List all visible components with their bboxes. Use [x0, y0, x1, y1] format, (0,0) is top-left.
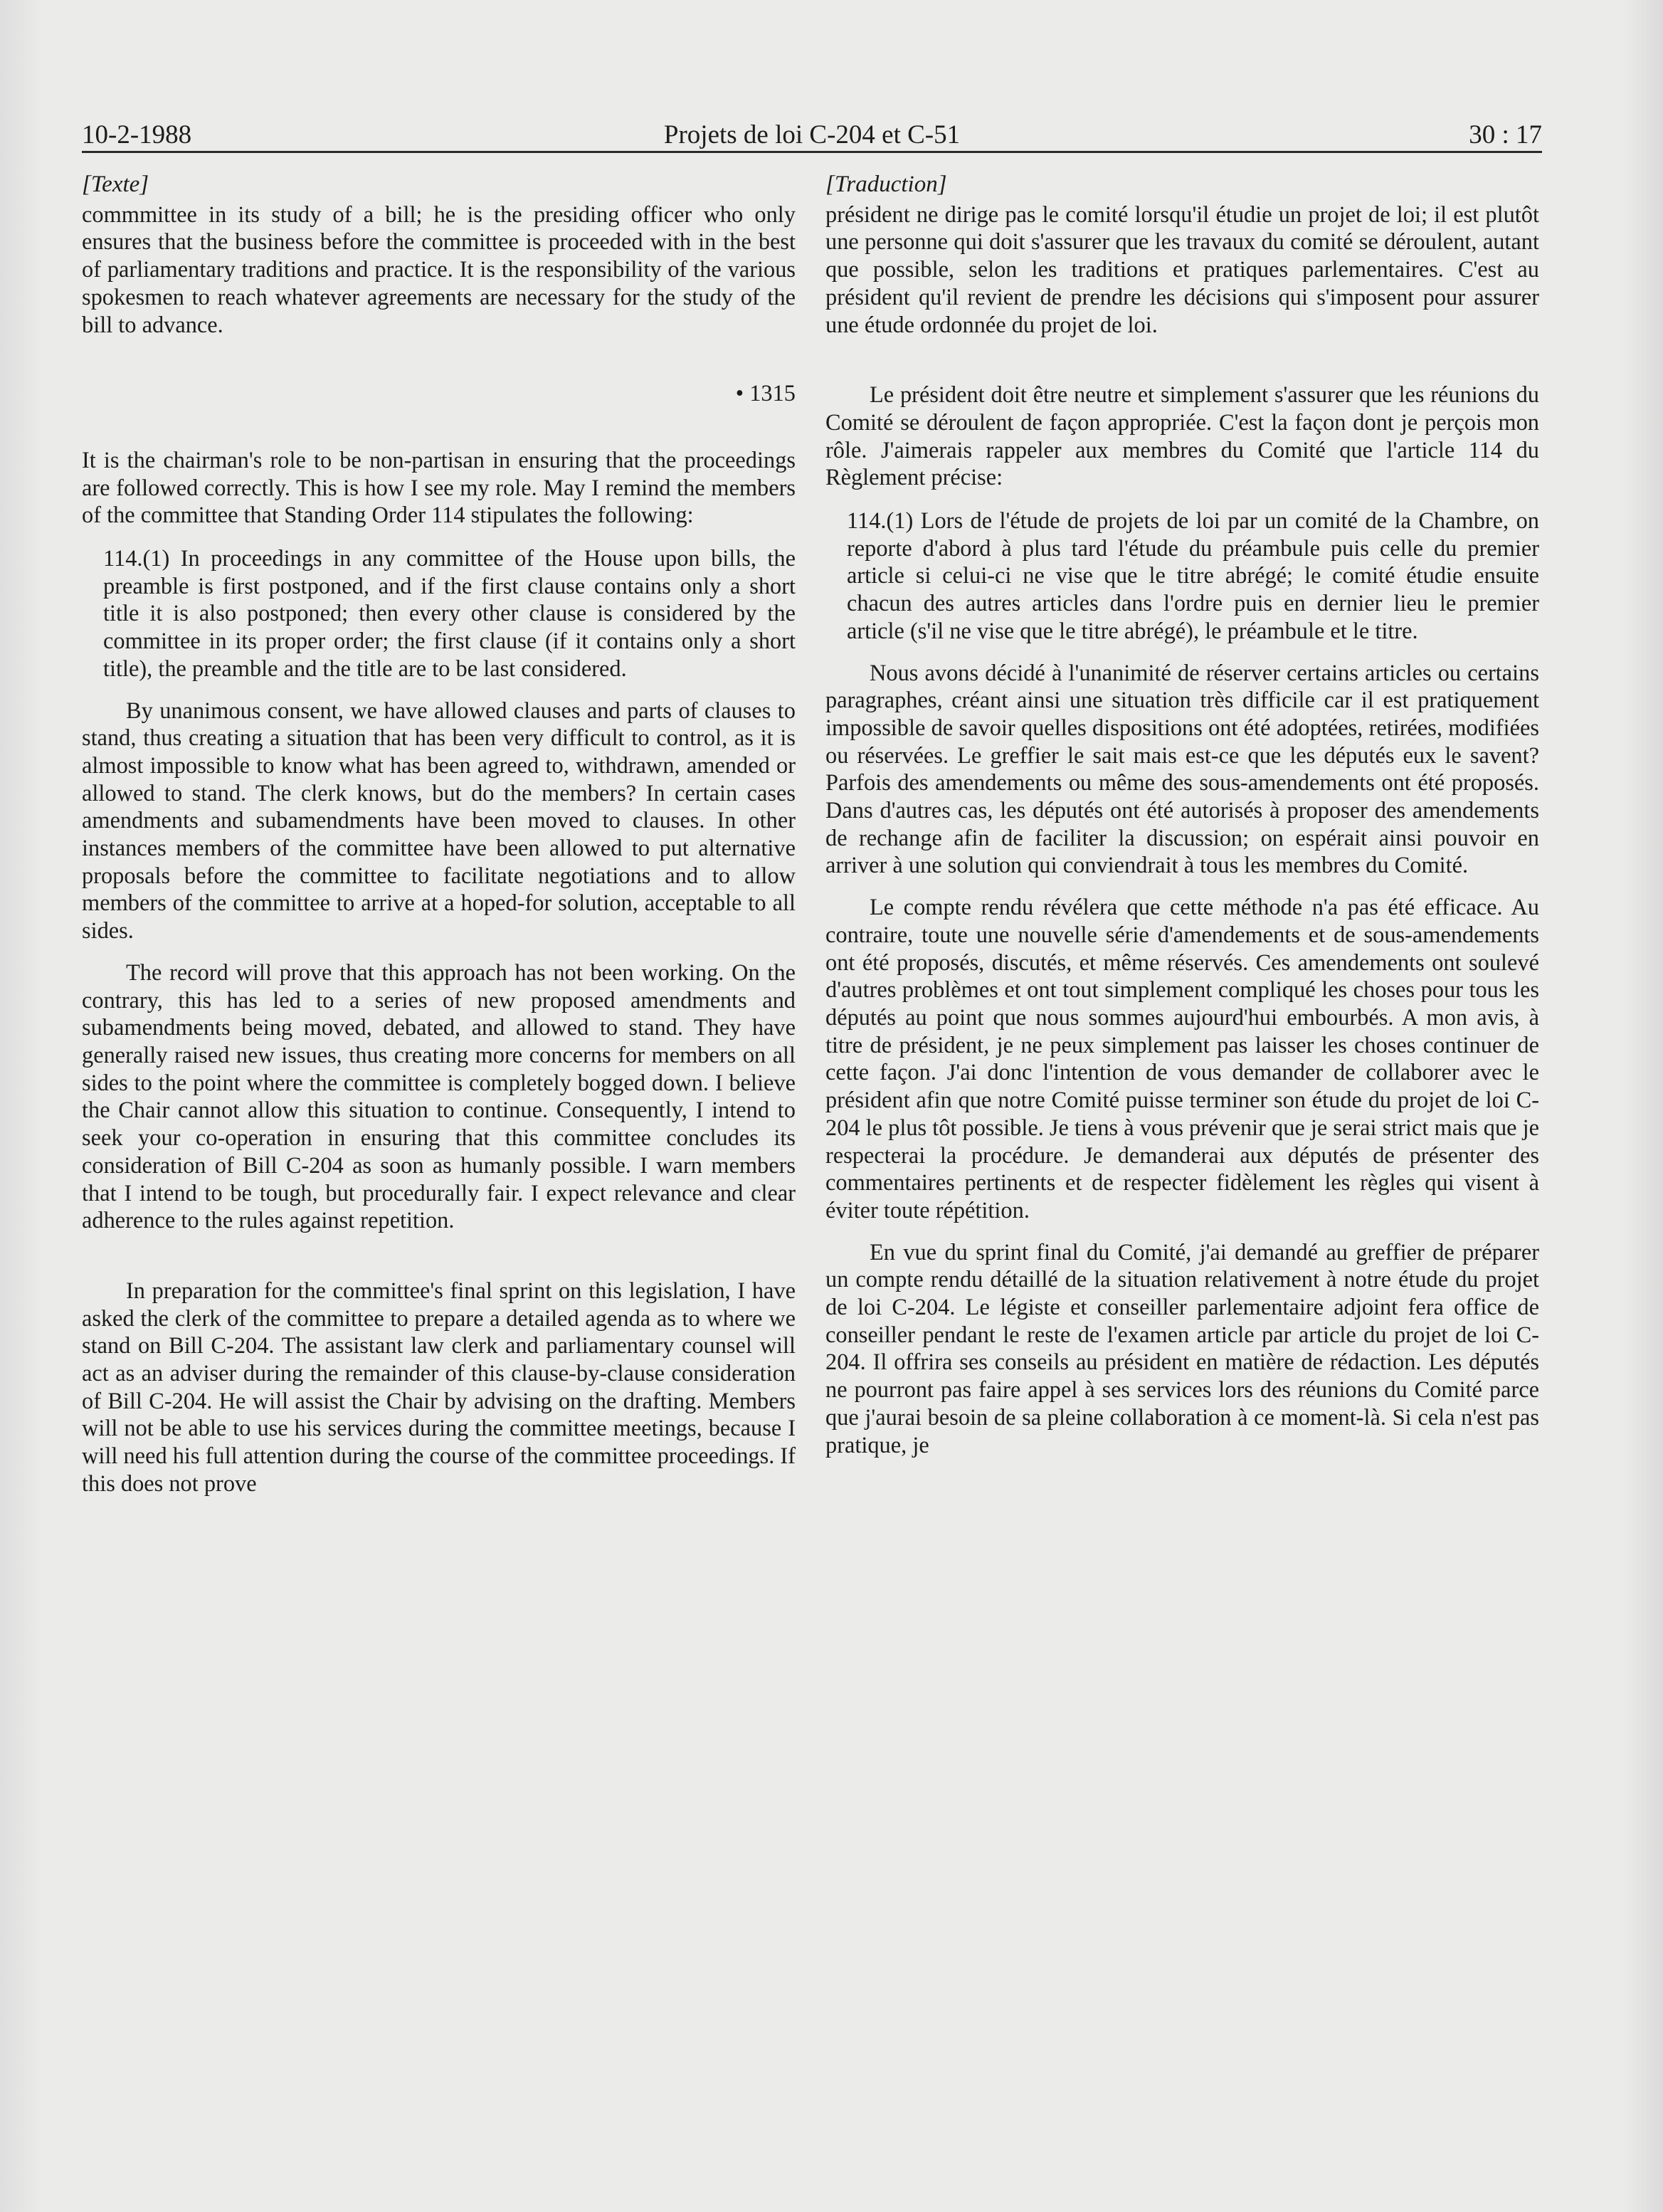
header-date: 10-2-1988 [82, 120, 192, 149]
running-header [82, 114, 1542, 153]
standing-order-quote-en: 114.(1) In proceedings in any committee of the House upon bills, the preamble is first postponed, and if the first clause contains only a short title it is also postponed; then every other clause is considered by the committee in its proper order; the first clause (if it contains only a short title), the preamble and the title are to be last considered. [103, 546, 796, 682]
paragraph-4-en: The record will prove that this approach has not been working. On the contrary, this has led to a series of new proposed amendments and subamendments being moved, debated, and allowed to stand. They have generally raised new issues, thus creating more concerns for members on all sides to the point where the committee is completely bogged down. I believe the Chair cannot allow this situation to continue. Consequently, I intend to seek your co-operation in ensuring that this committee concludes its consideration of Bill C-204 as soon as humanly possible. I warn members that I intend to be tough, but procedurally fair. I expect relevance and clear adherence to the rules against repetition. [82, 959, 796, 1234]
header-page-number: 30 : 17 [1469, 120, 1542, 149]
paragraph-5-fr: En vue du sprint final du Comité, j'ai demandé au greffier de préparer un compte rendu détaillé de la situation relativement à notre étude du projet de loi C-204. Le légiste et conseiller parlementaire adjoint fera office de conseiller pendant le reste de l'examen article par article du projet de loi C-204. Il offrira ses conseils au président en matière de rédaction. Les députés ne pourront pas faire appel à ses services lors des réunions du Comité parce que j'aurai besoin de sa pleine collaboration à ce moment-là. Si cela n'est pas pratique, je [825, 1239, 1539, 1458]
paragraph-4-fr: Le compte rendu révélera que cette méthode n'a pas été efficace. Au contraire, toute une nouvelle série d'amendements et de sous-amendements ont été proposés, discutés, et même réservés. Ces amendements ont soulevé d'autres problèmes et ont tout simplement compliqué les choses pour tous les députés au point que nous sommes aujourd'hui embourbés. A mon avis, à titre de président, je ne peux simplement pas laisser les choses continuer de cette façon. J'ai donc l'intention de vous demander de collaborer avec le président afin que notre Comité puisse terminer son étude du projet de loi C-204 le plus tôt possible. Je tiens à vous prévenir que je serai strict mais que je respecterai la procédure. Je demanderai aux députés de présenter des commentaires pertinents et de respecter fidèlement les règles qui visent à éviter toute répétition. [825, 895, 1539, 1223]
paragraph-3-en: By unanimous consent, we have allowed clauses and parts of clauses to stand, thus creating a situation that has been very difficult to control, as it is almost impossible to know what has been agreed to, withdrawn, amended or allowed to stand. The clerk knows, but do the members? In certain cases amendments and subamendments have been moved to clauses. In other instances members of the committee have been allowed to put alternative proposals before the committee to facilitate negotiations and to allow members of the committee to arrive at a hoped-for solution, acceptable to all sides. [82, 697, 796, 944]
column-label-texte: [Texte] [82, 172, 149, 197]
paragraph-2-fr: Le président doit être neutre et simplement s'assurer que les réunions du Comité se déroulent de façon appropriée. C'est la façon dont je perçois mon rôle. J'aimerais rappeler aux membres du Comité que l'article 114 du Règlement précise: [825, 382, 1539, 491]
header-title: Projets de loi C-204 et C-51 [663, 120, 961, 149]
english-column [82, 171, 796, 1498]
column-label-traduction: [Traduction] [825, 172, 947, 197]
paragraph-3-fr: Nous avons décidé à l'unanimité de réserver certains articles ou certains paragraphes, créant ainsi une situation très difficile car il est pratiquement impossible de savoir quelles dispositions ont été adoptées, retirées, modifiées ou réservées. Le greffier le sait mais est-ce que les députés eux le savent? Parfois des amendements ou même des sous-amendements ont été proposés. Dans d'autres cas, les députés ont été autorisés à proposer des amendements de rechange afin de faciliter la discussion; on espérait ainsi pouvoir en arriver à une solution qui conviendrait à tous les membres du Comité. [825, 660, 1539, 879]
paragraph-5-en: In preparation for the committee's final sprint on this legislation, I have asked the clerk of the committee to prepare a detailed agenda as to where we stand on Bill C-204. The assistant law clerk and parliamentary counsel will act as an adviser during the remainder of this clause-by-clause consideration of Bill C-204. He will assist the Chair by advising on the drafting. Members will not be able to use his services during the committee meetings, because I will need his full attention during the course of the committee proceedings. If this does not prove [82, 1278, 796, 1497]
paragraph-1-en: commmittee in its study of a bill; he is the presiding officer who only ensures that the business before the committee is proceeded with in the best of parliamentary traditions and practice. It is the responsibility of the various spokesmen to reach whatever agreements are necessary for the study of the bill to advance. [82, 201, 796, 338]
time-stamp: • 1315 [735, 381, 796, 407]
standing-order-quote-fr: 114.(1) Lors de l'étude de projets de loi par un comité de la Chambre, on reporte d'abord à plus tard l'étude du préambule puis celle du premier article si celui-ci ne vise que le titre abrégé; le comité étudie ensuite chacun des autres articles dans l'ordre puis en dernier lieu le premier article (s'il ne vise que le titre abrégé), le préambule et le titre. [847, 508, 1539, 644]
french-column [825, 171, 1539, 1459]
paragraph-1-fr: président ne dirige pas le comité lorsqu'il étudie un projet de loi; il est plutôt une personne qui doit s'assurer que les travaux du comité se déroulent, autant que possible, selon les traditions et pratiques parlementaires. C'est au président qu'il revient de prendre les décisions qui s'imposent pour assurer une étude ordonnée du projet de loi. [825, 201, 1539, 338]
paragraph-2-en: It is the chairman's role to be non-partisan in ensuring that the proceedings are followed correctly. This is how I see my role. May I remind the members of the committee that Standing Order 114 stipulates the following: [82, 447, 796, 529]
